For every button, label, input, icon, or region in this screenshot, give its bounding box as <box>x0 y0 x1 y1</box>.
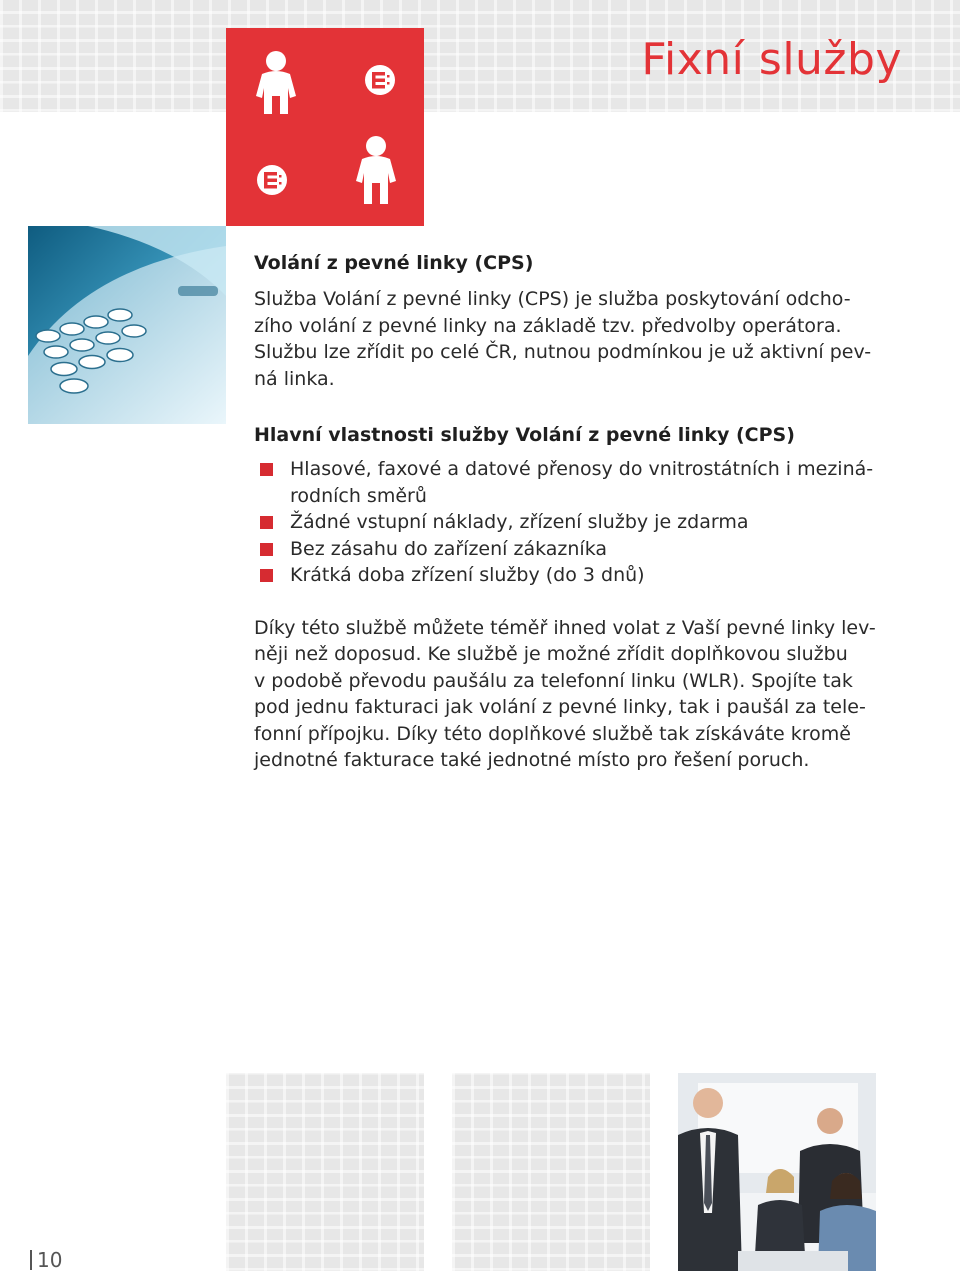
people-icon-tile <box>226 28 424 226</box>
square-bullet-icon <box>260 569 273 582</box>
page-number: 10 <box>30 1250 62 1270</box>
square-bullet-icon <box>260 463 273 476</box>
pattern-tile <box>452 1073 650 1271</box>
list-item: Krátká doba zřízení služby (do 3 dnů) <box>254 562 904 589</box>
square-bullet-icon <box>260 516 273 529</box>
people-exchange-icon <box>226 28 424 226</box>
pattern-tile <box>226 1073 424 1271</box>
main-content <box>254 250 904 774</box>
intro-paragraph: Služba Volání z pevné linky (CPS) je služba poskytování odcho- zího volání z pevné linky na základě tzv. předvolby operátora. Službu lze zřídit po celé ČR, nutnou podmínkou je už aktivní pev- ná linka. <box>254 288 872 390</box>
list-item: Hlasové, faxové a datové přenosy do vnitrostátních i meziná- rodních směrů <box>254 456 904 509</box>
features-list <box>254 456 904 589</box>
outro-paragraph: Díky této službě můžete téměř ihned volat z Vaší pevné linky lev- něji než doposud. Ke službě je možné zřídit doplňkovou službu v podobě převodu paušálu za telefonní linku (WLR). Spojíte tak pod jednu fakturaci jak volání z pevné linky, tak i paušál za tele- fonní přípojku. Díky této doplňkové službě tak získáváte kromě jednotné fakturace také jednotné místo pro řešení poruch. <box>254 616 876 771</box>
list-item: Bez zásahu do zařízení zákazníka <box>254 536 904 563</box>
page-title: Fixní služby <box>641 34 902 85</box>
phone-keypad-photo <box>28 226 226 424</box>
business-people-photo <box>678 1073 876 1271</box>
section-heading: Volání z pevné linky (CPS) <box>254 252 534 274</box>
square-bullet-icon <box>260 543 273 556</box>
list-item: Žádné vstupní náklady, zřízení služby je zdarma <box>254 509 904 536</box>
features-heading: Hlavní vlastnosti služby Volání z pevné linky (CPS) <box>254 424 795 446</box>
